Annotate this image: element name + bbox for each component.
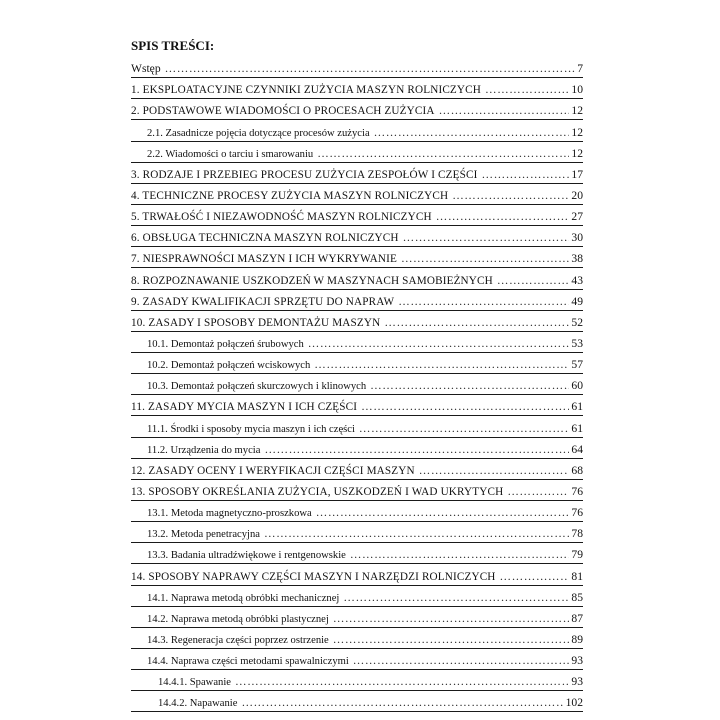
toc-entry	[131, 205, 583, 226]
toc-entry-page: 61	[571, 421, 583, 435]
toc-entry	[131, 480, 583, 501]
toc-entry-page: 30	[571, 231, 583, 245]
toc-dot-leader	[333, 633, 570, 646]
toc-dot-leader	[481, 168, 569, 181]
toc-entry	[131, 78, 583, 99]
toc-entry-page: 12	[571, 104, 583, 118]
toc-dot-leader	[419, 464, 570, 477]
toc-dot-leader	[308, 337, 570, 350]
toc-entry-page: 12	[571, 146, 583, 160]
toc-entry-label: 11.1. Środki i sposoby mycia maszyn i ich części	[147, 423, 355, 435]
toc-entry-page: 64	[571, 442, 583, 456]
toc-entry	[131, 649, 583, 670]
toc-entry-label: 11.2. Urządzenia do mycia	[147, 444, 261, 456]
toc-dot-leader	[452, 189, 569, 202]
toc-entry-page: 17	[571, 167, 583, 181]
toc-dot-leader	[374, 126, 570, 139]
toc-dot-leader	[264, 527, 569, 540]
toc-entry-page: 102	[565, 696, 583, 710]
toc-entry-page: 53	[571, 336, 583, 350]
toc-entry-page: 78	[571, 527, 583, 541]
toc-list	[131, 57, 583, 712]
toc-dot-leader	[436, 210, 570, 223]
toc-entry	[131, 628, 583, 649]
toc-dot-leader	[439, 104, 570, 117]
toc-entry	[131, 57, 583, 78]
toc-entry	[131, 311, 583, 332]
toc-entry	[131, 416, 583, 437]
toc-dot-leader	[497, 274, 570, 287]
toc-entry	[131, 268, 583, 289]
toc-dot-leader	[241, 696, 563, 709]
toc-entry-label: 14. SPOSOBY NAPRAWY CZĘŚCI MASZYN I NARZĘDZI ROLNICZYCH	[131, 570, 496, 583]
toc-entry	[131, 99, 583, 120]
toc-entry-page: 61	[571, 400, 583, 414]
toc-entry-label: Wstęp	[131, 62, 161, 76]
toc-entry	[131, 459, 583, 480]
toc-dot-leader	[235, 675, 569, 688]
toc-entry	[131, 120, 583, 141]
toc-dot-leader	[353, 654, 570, 667]
toc-dot-leader	[507, 485, 569, 498]
toc-entry-page: 79	[571, 548, 583, 562]
toc-dot-leader	[316, 506, 570, 519]
toc-title: SPIS TREŚCI:	[131, 38, 215, 53]
toc-entry	[131, 353, 583, 374]
toc-entry	[131, 332, 583, 353]
toc-entry-page: 76	[571, 484, 583, 498]
toc-entry	[131, 374, 583, 395]
toc-dot-leader	[165, 62, 576, 75]
toc-entry-label: 7. NIESPRAWNOŚCI MASZYN I ICH WYKRYWANIE	[131, 253, 397, 266]
toc-entry-page: 10	[571, 83, 583, 97]
toc-dot-leader	[384, 316, 569, 329]
toc-entry-page: 20	[571, 188, 583, 202]
toc-entry-label: 10.2. Demontaż połączeń wciskowych	[147, 360, 311, 372]
toc-entry-label: 14.2. Naprawa metodą obróbki plastycznej	[147, 613, 329, 625]
toc-entry-label: 13.1. Metoda magnetyczno-proszkowa	[147, 508, 312, 520]
toc-entry-page: 87	[571, 611, 583, 625]
toc-entry	[131, 226, 583, 247]
toc-entry	[131, 543, 583, 564]
toc-entry	[131, 586, 583, 607]
toc-entry	[131, 247, 583, 268]
toc-entry-label: 6. OBSŁUGA TECHNICZNA MASZYN ROLNICZYCH	[131, 232, 399, 245]
toc-entry-page: 12	[571, 125, 583, 139]
toc-entry-label: 13.2. Metoda penetracyjna	[147, 529, 260, 541]
toc-entry-page: 89	[571, 632, 583, 646]
toc-entry-page: 38	[571, 252, 583, 266]
toc-entry-label: 1. EKSPLOATACYJNE CZYNNIKI ZUŻYCIA MASZYN ROLNICZYCH	[131, 84, 481, 97]
toc-entry-page: 43	[571, 273, 583, 287]
toc-dot-leader	[361, 400, 569, 413]
toc-entry-page: 7	[577, 62, 583, 76]
toc-entry	[131, 395, 583, 416]
toc-entry-label: 11. ZASADY MYCIA MASZYN I ICH CZĘŚCI	[131, 401, 358, 414]
toc-entry	[131, 438, 583, 459]
toc-entry-label: 8. ROZPOZNAWANIE USZKODZEŃ W MASZYNACH SAMOBIEŻNYCH	[131, 274, 493, 287]
toc-entry-label: 14.1. Naprawa metodą obróbki mechanicznej	[147, 592, 340, 604]
toc-entry-page: 27	[571, 210, 583, 224]
toc-entry	[131, 522, 583, 543]
toc-entry	[131, 691, 583, 712]
toc-entry-label: 10.3. Demontaż połączeń skurczowych i klinowych	[147, 381, 367, 393]
toc-entry-label: 4. TECHNICZNE PROCESY ZUŻYCIA MASZYN ROLNICZYCH	[131, 189, 449, 202]
toc-entry-label: 14.3. Regeneracja części poprzez ostrzenie	[147, 634, 329, 646]
toc-entry-page: 60	[571, 379, 583, 393]
toc-entry	[131, 142, 583, 163]
toc-entry	[131, 670, 583, 691]
toc-entry	[131, 564, 583, 585]
toc-dot-leader	[264, 443, 569, 456]
toc-dot-leader	[370, 379, 569, 392]
toc-entry-page: 57	[571, 358, 583, 372]
toc-entry	[131, 184, 583, 205]
toc-entry-page: 49	[571, 294, 583, 308]
table-of-contents	[131, 36, 583, 712]
toc-entry	[131, 290, 583, 311]
toc-entry-label: 14.4.1. Spawanie	[158, 677, 231, 689]
toc-entry-label: 14.4.2. Napawanie	[158, 698, 238, 710]
toc-dot-leader	[485, 83, 569, 96]
toc-entry-label: 3. RODZAJE I PRZEBIEG PROCESU ZUŻYCIA ZESPOŁÓW I CZĘŚCI	[131, 168, 478, 181]
toc-entry-page: 68	[571, 463, 583, 477]
toc-entry-page: 93	[571, 675, 583, 689]
toc-entry-page: 93	[571, 654, 583, 668]
toc-dot-leader	[398, 295, 569, 308]
toc-entry-label: 2. PODSTAWOWE WIADOMOŚCI O PROCESACH ZUŻYCIA	[131, 105, 435, 118]
toc-dot-leader	[317, 147, 569, 160]
toc-dot-leader	[401, 252, 569, 265]
toc-dot-leader	[343, 591, 569, 604]
toc-entry-label: 2.1. Zasadnicze pojęcia dotyczące procesów zużycia	[147, 127, 370, 139]
toc-entry-label: 10. ZASADY I SPOSOBY DEMONTAŻU MASZYN	[131, 316, 381, 329]
toc-dot-leader	[333, 612, 570, 625]
toc-entry-label: 13. SPOSOBY OKREŚLANIA ZUŻYCIA, USZKODZEŃ I WAD UKRYTYCH	[131, 485, 504, 498]
toc-entry-label: 14.4. Naprawa części metodami spawalniczymi	[147, 656, 349, 668]
toc-entry-page: 52	[571, 315, 583, 329]
toc-dot-leader	[350, 548, 570, 561]
toc-entry-page: 76	[571, 506, 583, 520]
toc-entry-page: 81	[571, 569, 583, 583]
toc-entry-label: 13.3. Badania ultradźwiękowe i rentgenowskie	[147, 550, 346, 562]
toc-entry-page: 85	[571, 590, 583, 604]
toc-entry	[131, 501, 583, 522]
toc-entry	[131, 607, 583, 628]
toc-dot-leader	[500, 570, 570, 583]
toc-entry-label: 2.2. Wiadomości o tarciu i smarowaniu	[147, 148, 314, 160]
toc-entry-label: 9. ZASADY KWALIFIKACJI SPRZĘTU DO NAPRAW	[131, 295, 395, 308]
toc-dot-leader	[403, 231, 570, 244]
toc-entry-label: 5. TRWAŁOŚĆ I NIEZAWODNOŚĆ MASZYN ROLNICZYCH	[131, 211, 432, 224]
toc-entry-label: 12. ZASADY OCENY I WERYFIKACJI CZĘŚCI MASZYN	[131, 464, 415, 477]
toc-dot-leader	[359, 422, 569, 435]
toc-dot-leader	[314, 358, 569, 371]
toc-entry-label: 10.1. Demontaż połączeń śrubowych	[147, 338, 304, 350]
toc-entry	[131, 163, 583, 184]
